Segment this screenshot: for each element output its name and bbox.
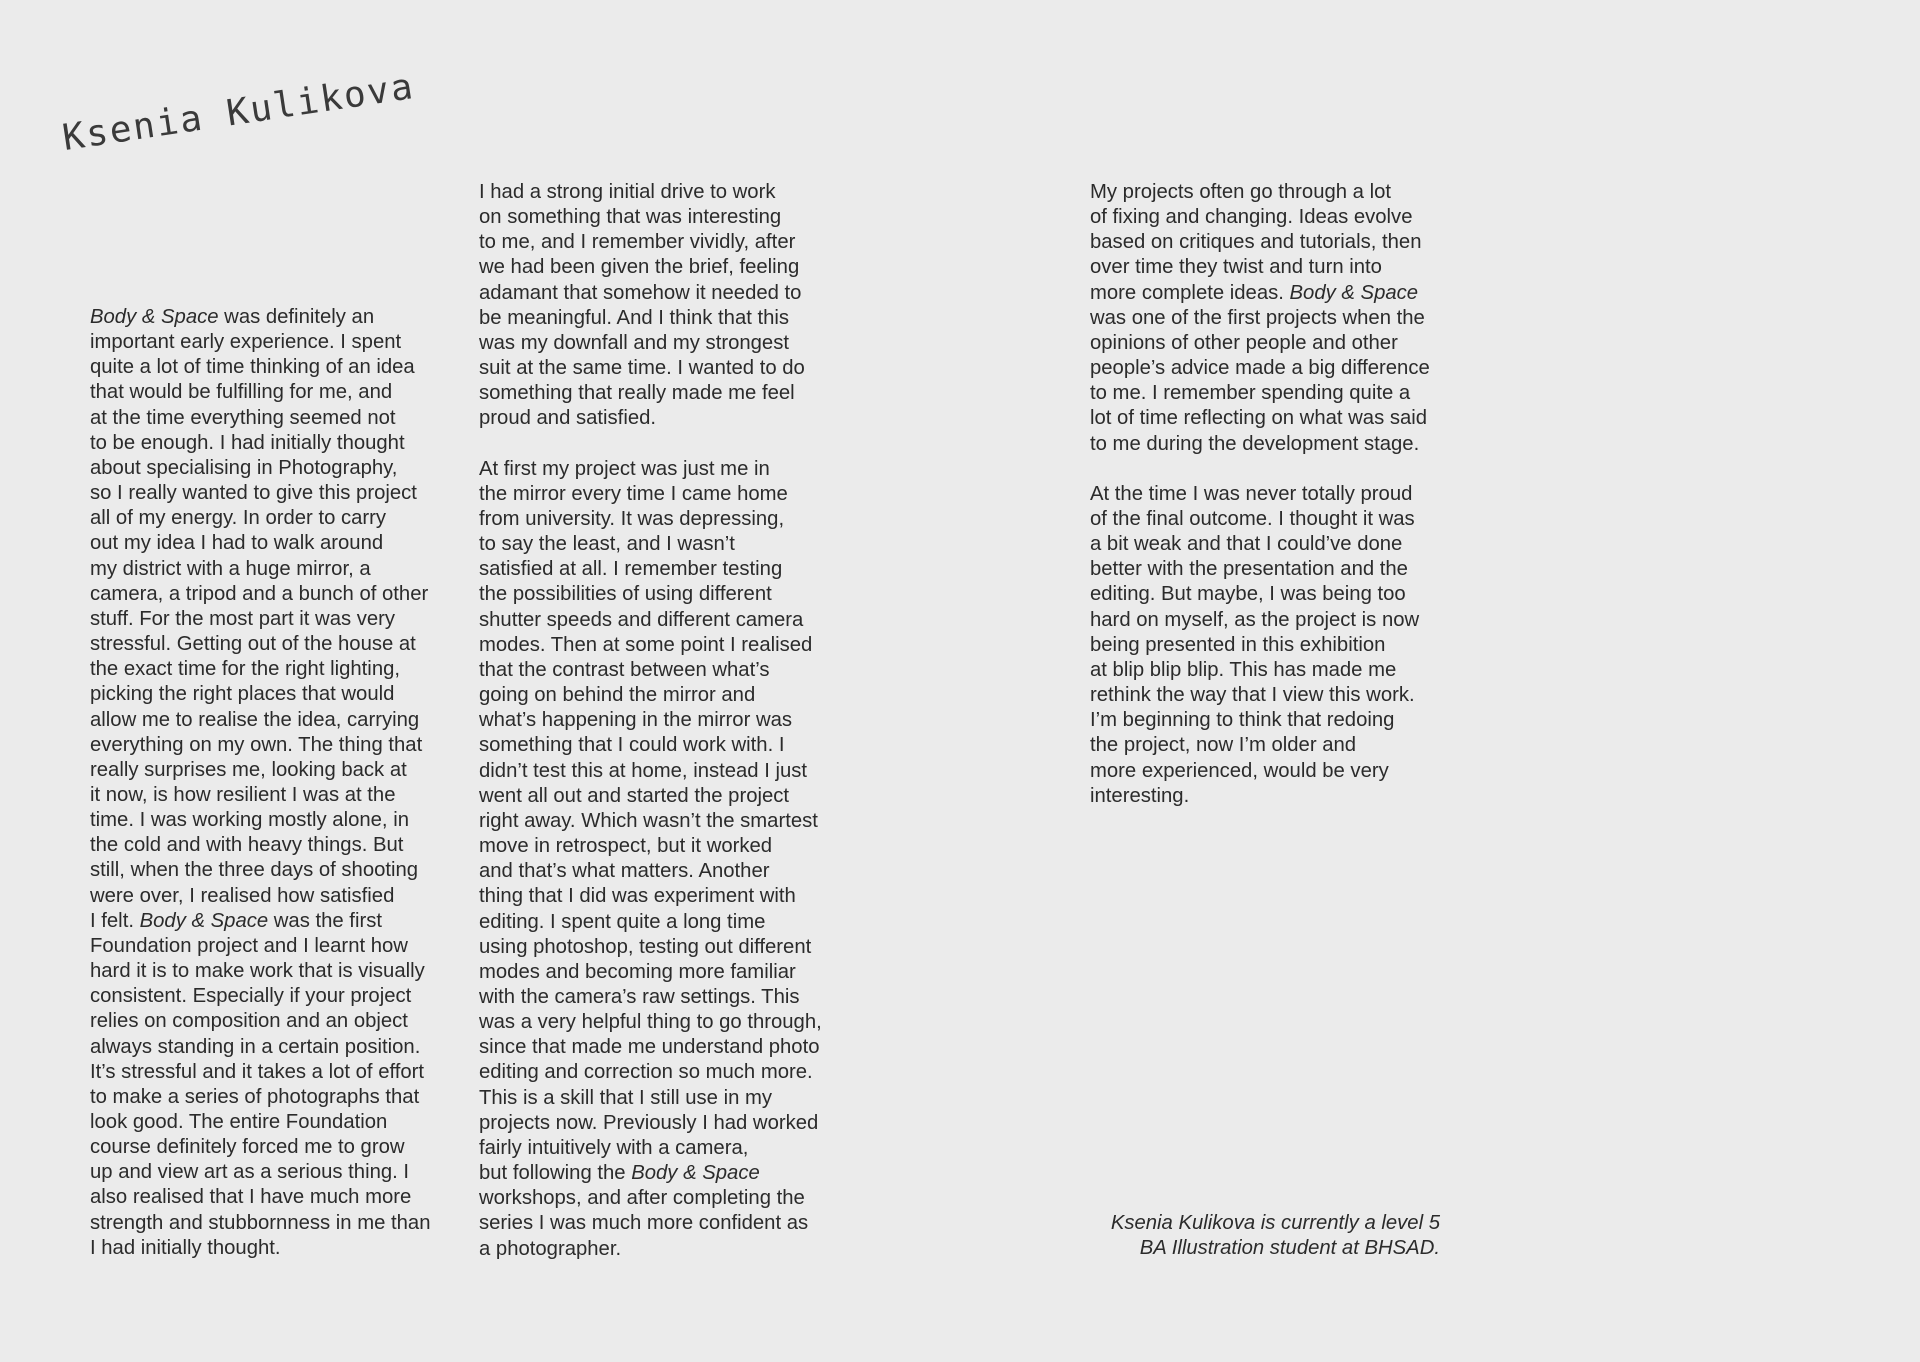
text-run: the mirror every time I came home — [479, 482, 788, 505]
text-run: shutter speeds and different camera — [479, 608, 804, 631]
text-line — [1090, 356, 1430, 381]
text-run: be meaningful. And I think that this — [479, 306, 790, 329]
text-line — [1090, 482, 1430, 507]
text-line — [90, 733, 431, 758]
text-run: a bit weak and that I could’ve done — [1090, 533, 1403, 556]
text-run: at the time everything seemed not — [90, 406, 396, 429]
text-line — [1090, 381, 1430, 406]
text-run: it now, is how resilient I was at the — [90, 783, 396, 806]
text-run: to me, and I remember vividly, after — [479, 231, 796, 254]
text-run: at blip blip blip. This has made me — [1090, 658, 1397, 681]
text-run: I had a strong initial drive to work — [479, 181, 776, 203]
text-line — [479, 482, 822, 507]
text-run: something that really made me feel — [479, 382, 795, 405]
text-line — [90, 632, 431, 657]
text-line — [1090, 507, 1430, 532]
text-line — [90, 1035, 431, 1060]
text-run: My projects often go through a lot — [1090, 181, 1392, 203]
text-line — [1090, 406, 1430, 431]
text-run: was the first — [268, 909, 382, 932]
text-line — [479, 733, 822, 758]
text-run: fairly intuitively with a camera, — [479, 1136, 749, 1159]
text-line — [1090, 582, 1430, 607]
text-run: to be enough. I had initially thought — [90, 431, 405, 454]
text-run: something that I could work with. I — [479, 734, 785, 757]
text-line — [1090, 683, 1430, 708]
text-run: proud and satisfied. — [479, 407, 657, 430]
text-line — [1090, 230, 1430, 255]
text-run: interesting. — [1090, 784, 1190, 807]
text-run: workshops, and after completing the — [479, 1187, 805, 1210]
text-line — [90, 1110, 431, 1135]
text-run: was one of the first projects when the — [1090, 306, 1425, 329]
text-run: modes and becoming more familiar — [479, 960, 796, 983]
text-run: really surprises me, looking back at — [90, 758, 407, 781]
text-run: to say the least, and I wasn’t — [479, 533, 735, 556]
text-line — [479, 960, 822, 985]
text-line — [90, 984, 431, 1009]
text-run: hard it is to make work that is visually — [90, 960, 425, 983]
text-line — [90, 582, 431, 607]
text-line — [90, 758, 431, 783]
text-run: was a very helpful thing to go through, — [479, 1011, 822, 1034]
paragraph — [479, 457, 822, 1262]
text-line — [479, 1010, 822, 1035]
text-line — [479, 859, 822, 884]
text-run: important early experience. I spent — [90, 331, 402, 354]
text-run: since that made me understand photo — [479, 1036, 820, 1059]
text-run: look good. The entire Foundation — [90, 1111, 388, 1133]
text-line — [479, 306, 822, 331]
text-line — [90, 1160, 431, 1185]
text-run: I’m beginning to think that redoing — [1090, 709, 1395, 732]
text-run: a photographer. — [479, 1237, 622, 1260]
text-run: stuff. For the most part it was very — [90, 607, 396, 630]
text-run: course definitely forced me to grow — [90, 1136, 405, 1159]
text-run: being presented in this exhibition — [1090, 633, 1386, 656]
text-line — [90, 1135, 431, 1160]
author-bio-line: Ksenia Kulikova is currently a level 5 — [1110, 1212, 1440, 1234]
text-run: of fixing and changing. Ideas evolve — [1090, 206, 1413, 229]
text-line — [1090, 331, 1430, 356]
text-column-3 — [1090, 180, 1430, 809]
author-title: Ksenia Kulikova — [59, 65, 418, 159]
text-line — [479, 1161, 822, 1186]
italic-title: Body & Space — [90, 306, 219, 328]
text-line — [90, 909, 431, 934]
text-line — [479, 1211, 822, 1236]
text-run: was definitely an — [218, 306, 375, 328]
text-line — [479, 884, 822, 909]
text-run: editing. But maybe, I was being too — [1090, 583, 1406, 606]
italic-title: Body & Space — [139, 909, 269, 932]
text-run: move in retrospect, but it worked — [479, 835, 773, 858]
text-run: was my downfall and my strongest — [479, 331, 789, 354]
text-line — [90, 708, 431, 733]
text-run: This is a skill that I still use in my — [479, 1086, 773, 1109]
text-line — [90, 884, 431, 909]
text-line — [90, 1009, 431, 1034]
text-line — [90, 783, 431, 808]
paragraph — [90, 305, 431, 1261]
text-line — [479, 935, 822, 960]
text-line — [479, 985, 822, 1010]
text-run: At the time I was never totally proud — [1090, 482, 1413, 505]
text-line — [1090, 205, 1430, 230]
text-run: adamant that somehow it needed to — [479, 281, 802, 304]
text-run: over time they twist and turn into — [1090, 256, 1382, 279]
text-run: to make a series of photographs that — [90, 1085, 420, 1108]
text-run: so I really wanted to give this project — [90, 482, 417, 505]
text-run: I had initially thought. — [90, 1236, 281, 1259]
text-line — [90, 682, 431, 707]
text-run: the cold and with heavy things. But — [90, 834, 404, 857]
text-run: the exact time for the right lighting, — [90, 658, 401, 681]
text-line — [479, 1111, 822, 1136]
text-line — [90, 355, 431, 380]
text-run: of the final outcome. I thought it was — [1090, 508, 1415, 531]
text-line — [479, 457, 822, 482]
text-run: more experienced, would be very — [1090, 759, 1389, 782]
text-run: up and view art as a serious thing. I — [90, 1161, 410, 1184]
text-run: everything on my own. The thing that — [90, 733, 423, 756]
text-line — [1090, 708, 1430, 733]
text-run: went all out and started the project — [479, 784, 790, 807]
text-run: to me during the development stage. — [1090, 432, 1420, 455]
text-run: with the camera’s raw settings. This — [479, 985, 800, 1008]
text-line — [1090, 557, 1430, 582]
text-run: more complete ideas. — [1090, 281, 1290, 304]
text-line — [1090, 784, 1430, 809]
text-run: always standing in a certain position. — [90, 1035, 421, 1058]
text-line — [479, 281, 822, 306]
text-line — [479, 1060, 822, 1085]
text-run: thing that I did was experiment with — [479, 885, 796, 908]
text-run: consistent. Especially if your project — [90, 985, 412, 1008]
text-line — [1090, 432, 1430, 457]
text-run: that would be fulfilling for me, and — [90, 381, 393, 404]
paragraph-spacer — [479, 432, 822, 457]
text-line — [479, 532, 822, 557]
text-line — [479, 1035, 822, 1060]
text-line — [90, 1085, 431, 1110]
text-run: still, when the three days of shooting — [90, 859, 419, 882]
text-line — [90, 858, 431, 883]
text-line — [479, 1136, 822, 1161]
text-line — [90, 808, 431, 833]
text-run: I felt. — [90, 909, 140, 932]
text-line — [90, 607, 431, 632]
text-run: also realised that I have much more — [90, 1186, 412, 1209]
text-line — [90, 481, 431, 506]
text-run: time. I was working mostly alone, in — [90, 809, 409, 832]
text-run: that the contrast between what’s — [479, 658, 770, 681]
text-line — [479, 910, 822, 935]
text-run: editing and correction so much more. — [479, 1061, 813, 1084]
text-column-1 — [90, 305, 431, 1261]
author-bio-line: BA Illustration student at BHSAD. — [1139, 1237, 1440, 1260]
text-run: opinions of other people and other — [1090, 331, 1398, 354]
text-line — [1090, 281, 1430, 306]
text-run: people’s advice made a big difference — [1090, 357, 1430, 380]
text-line — [90, 456, 431, 481]
text-line — [479, 381, 822, 406]
text-run: hard on myself, as the project is now — [1090, 608, 1420, 631]
text-run: editing. I spent quite a long time — [479, 910, 766, 933]
text-line — [1090, 180, 1430, 205]
text-line — [479, 1186, 822, 1211]
text-line — [479, 708, 822, 733]
text-run: right away. Which wasn’t the smartest — [479, 809, 818, 832]
text-line — [90, 833, 431, 858]
text-run: better with the presentation and the — [1090, 558, 1408, 581]
text-run: we had been given the brief, feeling — [479, 256, 800, 279]
text-run: the project, now I’m older and — [1090, 734, 1357, 757]
text-line — [90, 557, 431, 582]
text-run: about specialising in Photography, — [90, 456, 398, 479]
text-run: allow me to realise the idea, carrying — [90, 708, 420, 731]
paragraph — [479, 180, 822, 432]
text-line — [90, 305, 431, 330]
text-run: to me. I remember spending quite a — [1090, 382, 1411, 405]
text-run: rethink the way that I view this work. — [1090, 684, 1415, 707]
text-run: what’s happening in the mirror was — [479, 709, 793, 732]
text-run: relies on composition and an object — [90, 1010, 408, 1033]
text-run: strength and stubbornness in me than — [90, 1211, 431, 1234]
text-line — [479, 331, 822, 356]
text-line — [90, 934, 431, 959]
text-line — [479, 1237, 822, 1262]
text-line — [479, 759, 822, 784]
paragraph — [1090, 180, 1430, 457]
text-line — [479, 608, 822, 633]
text-line — [479, 784, 822, 809]
text-line — [1090, 306, 1430, 331]
text-line — [479, 582, 822, 607]
text-line — [90, 531, 431, 556]
text-line — [90, 657, 431, 682]
text-run: satisfied at all. I remember testing — [479, 558, 783, 581]
text-line — [479, 557, 822, 582]
text-line — [479, 356, 822, 381]
text-line — [90, 1060, 431, 1085]
paragraph-spacer — [1090, 457, 1430, 482]
text-line — [479, 205, 822, 230]
text-line — [479, 180, 822, 205]
text-run: Foundation project and I learnt how — [90, 934, 408, 957]
text-line — [90, 431, 431, 456]
text-line — [90, 406, 431, 431]
text-run: on something that was interesting — [479, 206, 782, 229]
text-run: were over, I realised how satisfied — [90, 884, 395, 907]
text-line — [1090, 658, 1430, 683]
text-run: modes. Then at some point I realised — [479, 633, 813, 656]
text-run: series I was much more confident as — [479, 1212, 809, 1235]
text-line — [1090, 532, 1430, 557]
text-run: didn’t test this at home, instead I just — [479, 759, 808, 782]
text-line — [1090, 733, 1430, 758]
text-line — [479, 633, 822, 658]
text-run: the possibilities of using different — [479, 583, 772, 606]
text-line — [1090, 608, 1430, 633]
text-run: going on behind the mirror and — [479, 684, 756, 707]
text-run: my district with a huge mirror, a — [90, 557, 371, 580]
text-line — [479, 507, 822, 532]
text-line — [1090, 759, 1430, 784]
text-run: stressful. Getting out of the house at — [90, 633, 416, 656]
text-line — [479, 230, 822, 255]
text-run: picking the right places that would — [90, 683, 395, 706]
text-run: It’s stressful and it takes a lot of effort — [90, 1060, 425, 1083]
text-run: all of my energy. In order to carry — [90, 507, 387, 530]
text-run: quite a lot of time thinking of an idea — [90, 356, 415, 379]
text-run: suit at the same time. I wanted to do — [479, 357, 805, 380]
text-run: camera, a tripod and a bunch of other — [90, 582, 429, 605]
text-run: and that’s what matters. Another — [479, 860, 770, 883]
text-line — [90, 506, 431, 531]
text-column-2 — [479, 180, 822, 1262]
text-run: lot of time reflecting on what was said — [1090, 407, 1428, 430]
paragraph — [1090, 482, 1430, 809]
text-run: At first my project was just me in — [479, 457, 770, 480]
text-run: but following the — [479, 1162, 632, 1185]
text-line — [90, 1211, 431, 1236]
text-line — [90, 1236, 431, 1261]
text-line — [479, 834, 822, 859]
text-run: based on critiques and tutorials, then — [1090, 231, 1422, 254]
text-line — [479, 1086, 822, 1111]
text-line — [1090, 255, 1430, 280]
text-line — [90, 380, 431, 405]
text-run: from university. It was depressing, — [479, 508, 785, 531]
text-run: projects now. Previously I had worked — [479, 1111, 819, 1134]
text-line — [479, 683, 822, 708]
text-run: using photoshop, testing out different — [479, 935, 812, 958]
text-line — [90, 959, 431, 984]
text-line — [479, 255, 822, 280]
text-line — [479, 658, 822, 683]
text-run: out my idea I had to walk around — [90, 532, 384, 555]
text-line — [479, 406, 822, 431]
author-bio — [1111, 1211, 1440, 1261]
text-line — [479, 809, 822, 834]
italic-title: Body & Space — [1289, 281, 1419, 304]
text-line — [90, 330, 431, 355]
text-line — [90, 1185, 431, 1210]
italic-title: Body & Space — [631, 1162, 760, 1185]
text-line — [1090, 633, 1430, 658]
